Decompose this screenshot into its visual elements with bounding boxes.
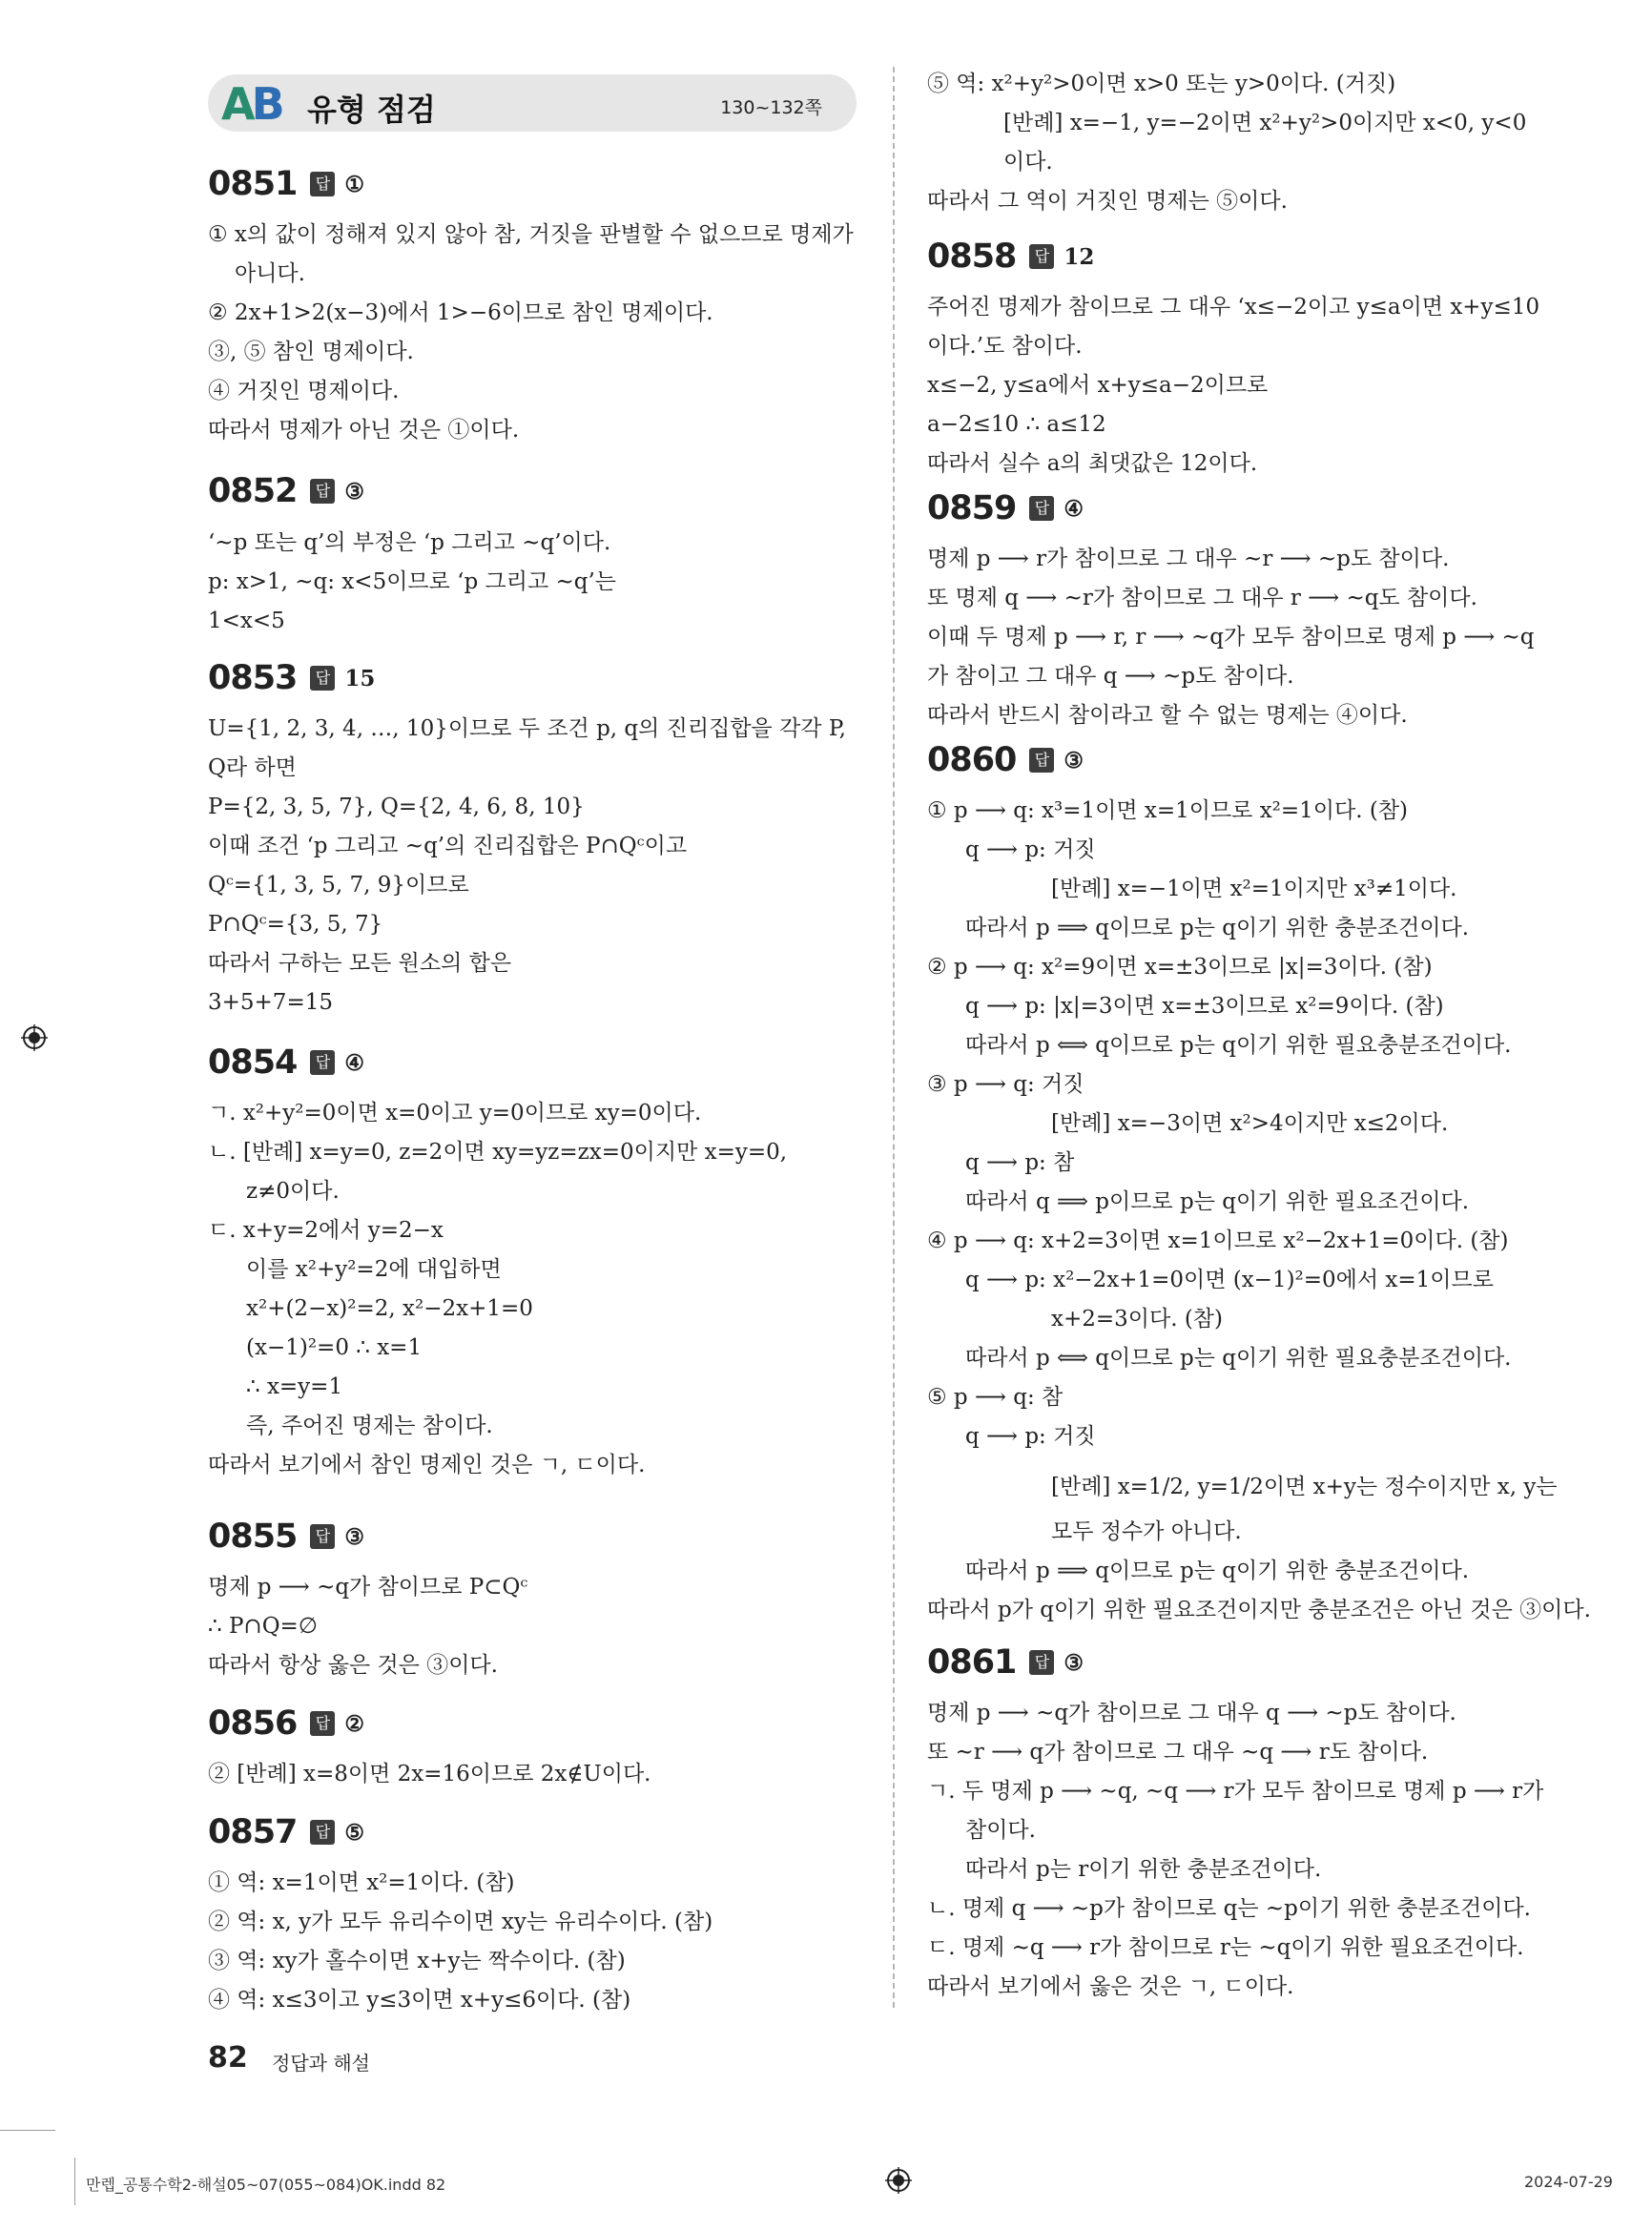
solution-line: [반례] x=−1이면 x²=1이지만 x³≠1이다. [1051,877,1457,901]
solution-line: ⑤ p ⟶ q: 참 [927,1385,1063,1410]
solution-line: 따라서 p는 r이기 위한 충분조건이다. [965,1857,1322,1882]
solution-line: 명제 p ⟶ ~q가 참이므로 P⊂Qᶜ [208,1575,528,1600]
solution-line: 또 ~r ⟶ q가 참이므로 그 대우 ~q ⟶ r도 참이다. [927,1740,1429,1765]
problem-number: 0858 [927,237,1017,276]
column-divider [893,67,895,2008]
solution-line: ‘~p 또는 q’의 부정은 ‘p 그리고 ~q’이다. [208,530,611,555]
solution-line: ② 2x+1>2(x−3)에서 1>−6이므로 참인 명제이다. [208,300,713,325]
solution-line: ① x의 값이 정해져 있지 않아 참, 거짓을 판별할 수 없으므로 명제가 [208,222,854,247]
solution-line: Q라 하면 [208,755,297,780]
problem-number: 0859 [927,489,1017,527]
answer-value: ③ [1063,1649,1084,1676]
solution-line: 이다.’도 참이다. [927,334,1083,359]
solution-line: q ⟶ p: |x|=3이면 x=±3이므로 x²=9이다. (참) [965,994,1444,1019]
solution-line: 이때 조건 ‘p 그리고 ~q’의 진리집합은 P∩Qᶜ이고 [208,834,688,858]
answer-value: ④ [344,1049,365,1076]
solution-line: 따라서 그 역이 거짓인 명제는 ⑤이다. [927,189,1288,214]
solution-line: 이때 두 명제 p ⟶ r, r ⟶ ~q가 모두 참이므로 명제 p ⟶ ~q [927,625,1535,650]
answer-badge: 답 [1029,748,1054,773]
file-info: 만렙_공통수학2-해설05~07(055~084)OK.indd 82 [86,2176,446,2194]
section-banner [208,74,857,132]
problem-header [208,1043,364,1083]
solution-line: ① p ⟶ q: x³=1이면 x=1이므로 x²=1이다. (참) [927,798,1409,823]
problem-header [927,740,1084,780]
solution-line: ② [반례] x=8이면 2x=16이므로 2x∉U이다. [208,1762,651,1786]
answer-badge: 답 [1029,244,1054,269]
problem-number: 0857 [208,1813,298,1851]
registration-mark-icon [21,1024,48,1051]
solution-line: P={2, 3, 5, 7}, Q={2, 4, 6, 8, 10} [208,795,585,819]
solution-line: 이를 x²+y²=2에 대입하면 [246,1257,502,1282]
answer-value: ② [344,1710,365,1737]
solution-line: 따라서 반드시 참이라고 할 수 없는 명제는 ④이다. [927,703,1408,728]
page-number: 82 [208,2041,248,2075]
problem-number: 0853 [208,659,298,697]
page-range: 130~132쪽 [720,97,822,118]
crop-mark [0,2130,55,2131]
answer-value: ① [344,171,365,197]
solution-line: 참이다. [965,1818,1036,1843]
solution-line: ③ 역: xy가 홀수이면 x+y는 짝수이다. (참) [208,1949,626,1973]
problem-header [927,1642,1084,1683]
solution-line: [반례] x=1/2, y=1/2이면 x+y는 정수이지만 x, y는 [1051,1475,1558,1499]
solution-line: P∩Qᶜ={3, 5, 7} [208,912,383,937]
solution-line: 따라서 p ⟺ q이므로 p는 q이기 위한 필요충분조건이다. [965,1346,1512,1371]
solution-line: q ⟶ p: 참 [965,1150,1075,1175]
registration-mark-icon [885,2167,912,2194]
section-title: 유형 점검 [307,92,436,128]
solution-line: 따라서 실수 a의 최댓값은 12이다. [927,451,1258,476]
answer-value: ③ [344,1523,365,1550]
answer-value: 15 [344,665,376,692]
solution-line: a−2≤10 ∴ a≤12 [927,412,1106,437]
solution-line: ② 역: x, y가 모두 유리수이면 xy는 유리수이다. (참) [208,1910,713,1934]
problem-number: 0861 [927,1643,1017,1682]
solution-line: ③ p ⟶ q: 거짓 [927,1072,1084,1097]
section-label: 정답과 해설 [272,2052,370,2075]
solution-line: U={1, 2, 3, 4, …, 10}이므로 두 조건 p, q의 진리집합을 각각 P, [208,716,846,741]
answer-value: ⑤ [344,1819,365,1846]
solution-line: ㄷ. x+y=2에서 y=2−x [208,1218,444,1243]
solution-line: q ⟶ p: 거짓 [965,837,1096,862]
solution-line: ㄴ. 명제 q ⟶ ~p가 참이므로 q는 ~p이기 위한 충분조건이다. [927,1896,1531,1921]
solution-line: ⑤ 역: x²+y²>0이면 x>0 또는 y>0이다. (거짓) [927,72,1396,96]
problem-header [208,164,364,204]
answer-value: ④ [1063,495,1084,522]
crop-mark [74,2158,75,2205]
print-date: 2024-07-29 [1524,2173,1613,2191]
answer-badge: 답 [1029,1650,1054,1675]
solution-line: ㄴ. [반례] x=y=0, z=2이면 xy=yz=zx=0이지만 x=y=0, [208,1140,788,1165]
solution-line: z≠0이다. [246,1179,340,1204]
problem-header [208,471,364,511]
ab-logo: AB [221,78,281,130]
solution-line: Qᶜ={1, 3, 5, 7, 9}이므로 [208,873,469,898]
solution-line: [반례] x=−3이면 x²>4이지만 x≤2이다. [1051,1111,1449,1136]
answer-badge: 답 [310,1820,335,1845]
problem-number: 0855 [208,1518,298,1556]
problem-header [208,1812,364,1852]
answer-badge: 답 [1029,496,1054,521]
solution-line: ① 역: x=1이면 x²=1이다. (참) [208,1870,515,1895]
solution-line: 따라서 보기에서 참인 명제인 것은 ㄱ, ㄷ이다. [208,1453,646,1477]
solution-line: 또 명제 q ⟶ ~r가 참이므로 그 대우 r ⟶ ~q도 참이다. [927,586,1477,610]
problem-header [208,1703,364,1744]
solution-line: 따라서 q ⟹ p이므로 p는 q이기 위한 필요조건이다. [965,1189,1470,1214]
answer-badge: 답 [310,479,335,504]
solution-line: ③, ⑤ 참인 명제이다. [208,340,414,364]
solution-line: ② p ⟶ q: x²=9이면 x=±3이므로 |x|=3이다. (참) [927,955,1433,980]
solution-line: 따라서 p가 q이기 위한 필요조건이지만 충분조건은 아닌 것은 ③이다. [927,1598,1591,1622]
solution-line: 따라서 명제가 아닌 것은 ①이다. [208,418,520,443]
problem-number: 0860 [927,741,1017,779]
solution-line: ④ p ⟶ q: x+2=3이면 x=1이므로 x²−2x+1=0이다. (참) [927,1229,1509,1253]
solution-line: 1<x<5 [208,609,285,633]
solution-line: x≤−2, y≤a에서 x+y≤a−2이므로 [927,373,1269,398]
solution-line: q ⟶ p: 거짓 [965,1424,1096,1449]
answer-badge: 답 [310,172,335,196]
answer-badge: 답 [310,1050,335,1075]
solution-line: ∴ P∩Q=∅ [208,1614,318,1639]
solution-line: (x−1)²=0 ∴ x=1 [246,1335,423,1360]
answer-badge: 답 [310,666,335,691]
solution-line: ㄷ. 명제 ~q ⟶ r가 참이므로 r는 ~q이기 위한 필요조건이다. [927,1935,1524,1960]
solution-line: ④ 역: x≤3이고 y≤3이면 x+y≤6이다. (참) [208,1988,631,2013]
solution-line: 명제 p ⟶ r가 참이므로 그 대우 ~r ⟶ ~p도 참이다. [927,547,1450,571]
solution-line: 따라서 보기에서 옳은 것은 ㄱ, ㄷ이다. [927,1974,1294,1999]
solution-line: 가 참이고 그 대우 q ⟶ ~p도 참이다. [927,664,1294,689]
solution-line: 따라서 p ⟹ q이므로 p는 q이기 위한 충분조건이다. [965,1559,1470,1583]
answer-badge: 답 [310,1524,335,1549]
solution-line: ㄱ. x²+y²=0이면 x=0이고 y=0이므로 xy=0이다. [208,1101,702,1125]
solution-line: 따라서 p ⟹ q이므로 p는 q이기 위한 충분조건이다. [965,916,1470,940]
solution-line: 아니다. [235,261,305,286]
problem-number: 0856 [208,1704,298,1743]
problem-number: 0851 [208,165,298,203]
solution-line: ㄱ. 두 명제 p ⟶ ~q, ~q ⟶ r가 모두 참이므로 명제 p ⟶ r가 [927,1779,1544,1804]
problem-header [927,488,1084,528]
solution-line: 3+5+7=15 [208,990,333,1015]
answer-value: 12 [1063,243,1095,270]
solution-line: ④ 거짓인 명제이다. [208,379,400,403]
problem-number: 0852 [208,472,298,510]
problem-header [208,658,375,698]
solution-line: 명제 p ⟶ ~q가 참이므로 그 대우 q ⟶ ~p도 참이다. [927,1701,1456,1725]
problem-number: 0854 [208,1043,298,1082]
solution-line: 주어진 명제가 참이므로 그 대우 ‘x≤−2이고 y≤a이면 x+y≤10 [927,295,1540,320]
solution-line: p: x>1, ~q: x<5이므로 ‘p 그리고 ~q’는 [208,569,617,594]
solution-line: x+2=3이다. (참) [1051,1307,1224,1332]
answer-value: ③ [1063,747,1084,774]
solution-line: 이다. [1003,150,1053,175]
solution-line: [반례] x=−1, y=−2이면 x²+y²>0이지만 x<0, y<0 [1003,111,1527,135]
solution-line: 모두 정수가 아니다. [1051,1519,1242,1544]
answer-badge: 답 [310,1711,335,1736]
solution-line: 즉, 주어진 명제는 참이다. [246,1414,493,1438]
solution-line: ∴ x=y=1 [246,1374,343,1399]
solution-line: q ⟶ p: x²−2x+1=0이면 (x−1)²=0에서 x=1이므로 [965,1268,1494,1292]
problem-header [208,1517,364,1557]
solution-line: 따라서 구하는 모든 원소의 합은 [208,951,512,976]
solution-line: 따라서 p ⟺ q이므로 p는 q이기 위한 필요충분조건이다. [965,1033,1512,1058]
answer-value: ③ [344,478,365,505]
solution-line: x²+(2−x)²=2, x²−2x+1=0 [246,1296,533,1321]
problem-header [927,237,1094,277]
solution-line: 따라서 항상 옳은 것은 ③이다. [208,1653,498,1678]
